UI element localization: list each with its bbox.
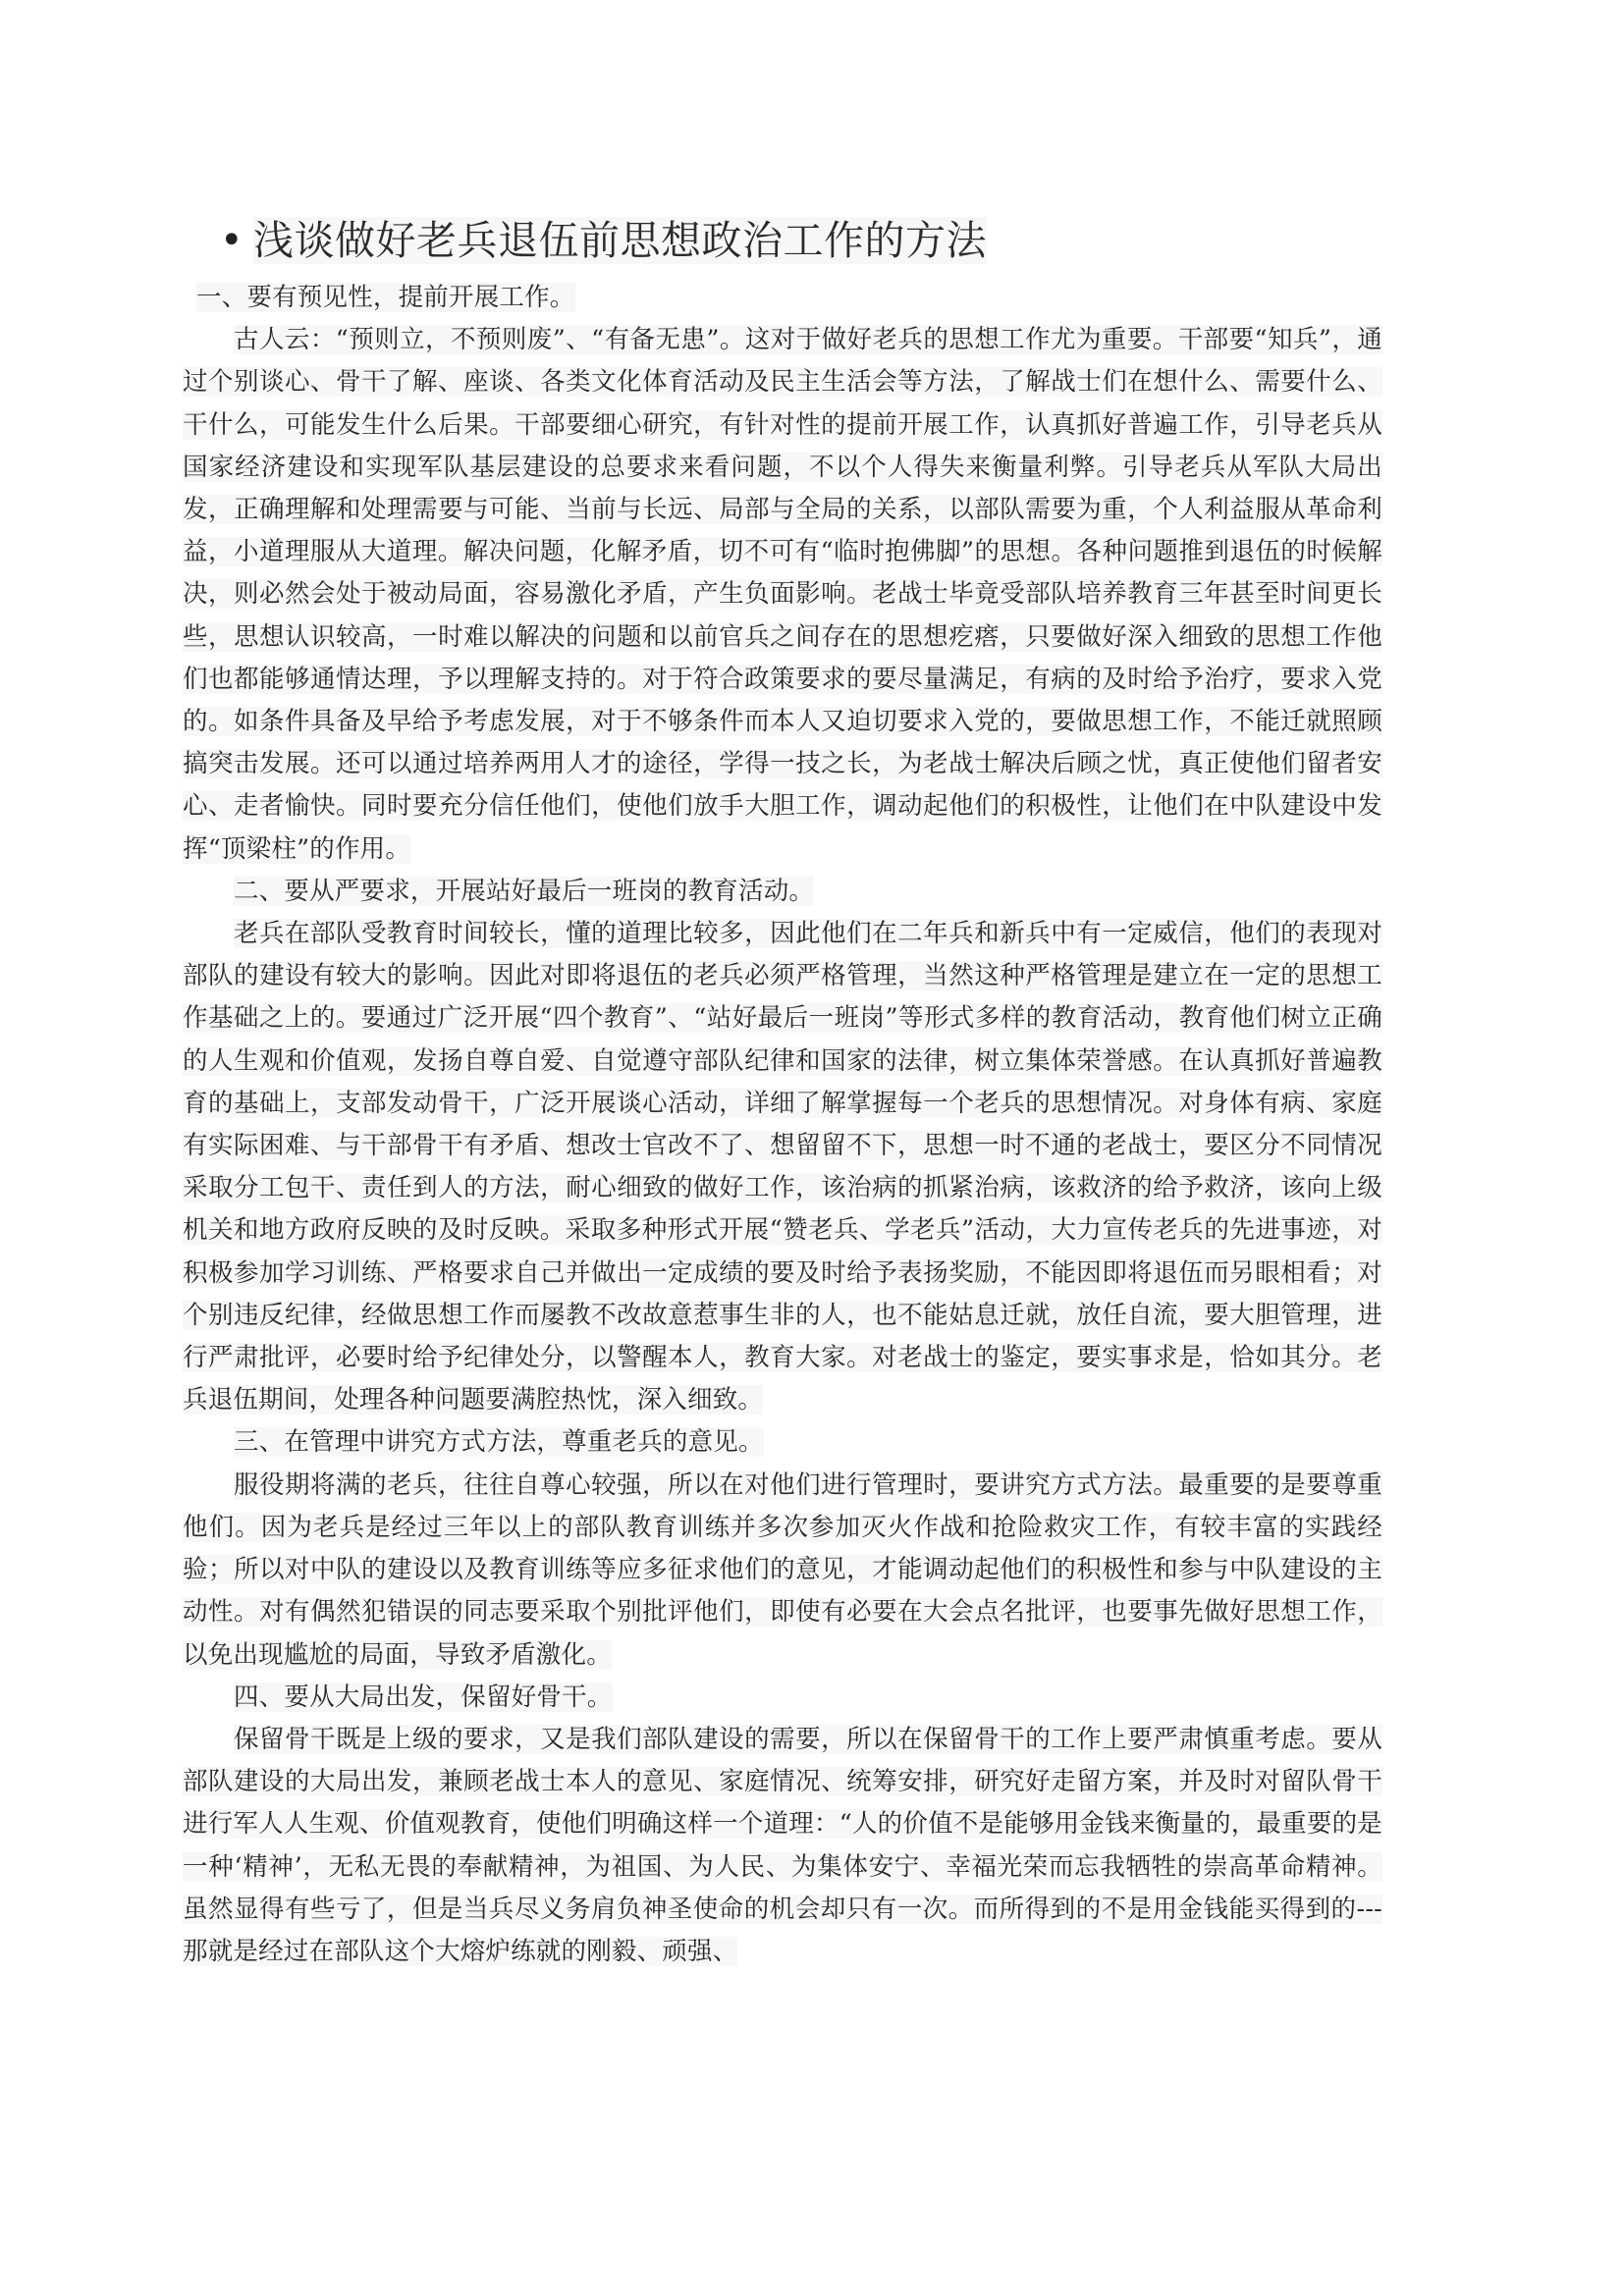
section-heading-3-text: 三、在管理中讲究方式方法，尊重老兵的意见。 bbox=[234, 1427, 764, 1458]
section-heading-2-text: 二、要从严要求，开展站好最后一班岗的教育活动。 bbox=[234, 876, 815, 906]
section-heading-2 bbox=[183, 871, 1382, 913]
document-title-row bbox=[183, 210, 1382, 271]
section-body-3 bbox=[183, 1465, 1382, 1677]
section-heading-3 bbox=[183, 1421, 1382, 1464]
page-title-wrapper bbox=[253, 210, 1382, 271]
section-heading-1 bbox=[183, 277, 1382, 319]
section-heading-1-text: 一、要有预见性，提前开展工作。 bbox=[196, 283, 575, 312]
section-body-2 bbox=[183, 913, 1382, 1421]
title-bullet-icon: • bbox=[220, 218, 244, 263]
section-body-3-text: 服役期将满的老兵，往往自尊心较强，所以在对他们进行管理时，要讲究方式方法。最重要的是要尊重他们。因为老兵是经过三年以上的部队教育训练并多次参加灭火作战和抢险救灾工作，有较丰富的实践经验；所以对中队的建设以及教育训练等应多征求他们的意见，才能调动起他们的积极性和参与中队建设的主动性。对有偶然犯错误的同志要采取个别批评他们，即使有必要在大会点名批评，也要事先做好思想工作，以免出现尴尬的局面，导致矛盾激化。 bbox=[183, 1469, 1382, 1670]
section-body-4 bbox=[183, 1719, 1382, 1973]
section-body-1-text: 古人云：“预则立，不预则废”、“有备无患”。这对于做好老兵的思想工作尤为重要。干部要“知兵”，通过个别谈心、骨干了解、座谈、各类文化体育活动及民主生活会等方法，了解战士们在想什么、需要什么、干什么，可能发生什么后果。干部要细心研究，有针对性的提前开展工作，认真抓好普遍工作，引导老兵从国家经济建设和实现军队基层建设的总要求来看问题，不以个人得失来衡量利弊。引导老兵从军队大局出发，正确理解和处理需要与可能、当前与长远、局部与全局的关系，以部队需要为重，个人利益服从革命利益，小道理服从大道理。解决问题，化解矛盾，切不可有“临时抱佛脚”的思想。各种问题推到退伍的时候解决，则必然会处于被动局面，容易激化矛盾，产生负面影响。老战士毕竟受部队培养教育三年甚至时间更长些，思想认识较高，一时难以解决的问题和以前官兵之间存在的思想疙瘩，只要做好深入细致的思想工作他们也都能够通情达理，予以理解支持的。对于符合政策要求的要尽量满足，有病的及时给予治疗，要求入党的。如条件具备及早给予考虑发展，对于不够条件而本人又迫切要求入党的，要做思想工作，不能迁就照顾搞突击发展。还可以通过培养两用人才的途径，学得一技之长，为老战士解决后顾之忧，真正使他们留者安心、走者愉快。同时要充分信任他们，使他们放手大胆工作，调动起他们的积极性，让他们在中队建设中发挥“顶梁柱”的作用。 bbox=[183, 325, 1382, 864]
section-body-1 bbox=[183, 319, 1382, 871]
section-heading-4 bbox=[183, 1677, 1382, 1719]
section-body-2-text: 老兵在部队受教育时间较长，懂的道理比较多，因此他们在二年兵和新兵中有一定威信，他们的表现对部队的建设有较大的影响。因此对即将退伍的老兵必须严格管理，当然这种严格管理是建立在一定的思想工作基础之上的。要通过广泛开展“四个教育”、“站好最后一班岗”等形式多样的教育活动，教育他们树立正确的人生观和价值观，发扬自尊自爱、自觉遵守部队纪律和国家的法律，树立集体荣誉感。在认真抓好普遍教育的基础上，支部发动骨干，广泛开展谈心活动，详细了解掌握每一个老兵的思想情况。对身体有病、家庭有实际困难、与干部骨干有矛盾、想改士官改不了、想留留不下，思想一时不通的老战士，要区分不同情况采取分工包干、责任到人的方法，耐心细致的做好工作，该治病的抓紧治病，该救济的给予救济，该向上级机关和地方政府反映的及时反映。采取多种形式开展“赞老兵、学老兵”活动，大力宣传老兵的先进事迹，对积极参加学习训练、严格要求自己并做出一定成绩的要及时给予表扬奖励，不能因即将退伍而另眼相看；对个别违反纪律，经做思想工作而屡教不改故意惹事生非的人，也不能姑息迁就，放任自流，要大胆管理，进行严肃批评，必要时给予纪律处分，以警醒本人，教育大家。对老战士的鉴定，要实事求是，恰如其分。老兵退伍期间，处理各种问题要满腔热忱，深入细致。 bbox=[183, 919, 1382, 1415]
section-heading-4-text: 四、要从大局出发，保留好骨干。 bbox=[234, 1682, 613, 1712]
page-title: 浅谈做好老兵退伍前思想政治工作的方法 bbox=[253, 217, 987, 264]
section-body-4-text: 保留骨干既是上级的要求，又是我们部队建设的需要，所以在保留骨干的工作上要严肃慎重考虑。要从部队建设的大局出发，兼顾老战士本人的意见、家庭情况、统筹安排，研究好走留方案，并及时对留队骨干进行军人人生观、价值观教育，使他们明确这样一个道理：“人的价值不是能够用金钱来衡量的，最重要的是一种‘精神’，无私无畏的奉献精神，为祖国、为人民、为集体安宁、幸福光荣而忘我牺牲的崇高革命精神。虽然显得有些亏了，但是当兵尽义务肩负神圣使命的机会却只有一次。而所得到的不是用金钱能买得到的---那就是经过在部队这个大熔炉练就的刚毅、顽强、 bbox=[183, 1724, 1382, 1966]
document-content bbox=[183, 210, 1382, 1973]
